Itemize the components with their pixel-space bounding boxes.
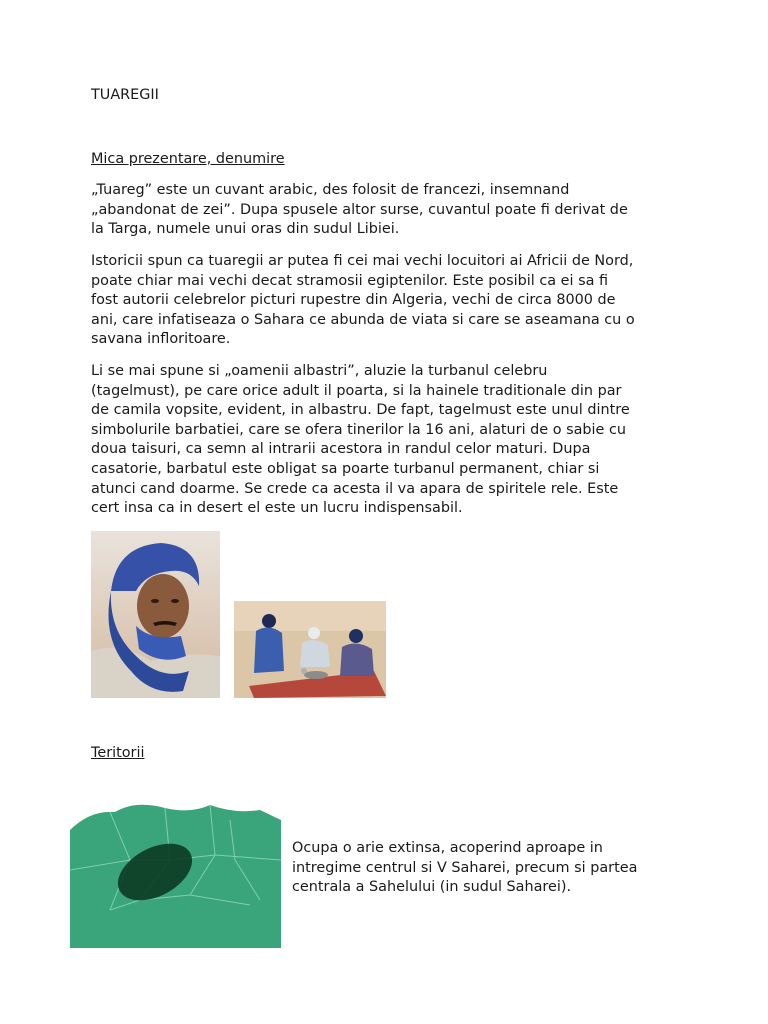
section-heading-presentation: Mica prezentare, denumire [91,151,285,167]
paragraph-history: Istoricii spun ca tuaregii ar putea fi cei mai vechi locuitori ai Africii de Nord, poate chiar mai vechi decat stramosii egiptenilor. Este posibil ca ei sa fi fost autorii celebrelor picturi rupestre din Algeria, vechi de circa 8000 de ani, care infatiseaza o Sahara ce abunda de viata si care se aseamana cu o savana infloritoare. [91,253,635,348]
section-heading-territory: Teritorii [91,745,145,761]
tuareg-group-photo [234,601,386,698]
paragraph-blue-people: Li se mai spune si „oamenii albastri”, aluzie la turbanul celebru (tagelmust), pe care orice adult il poarta, si la hainele traditionale din par de camila vopsite, evident, in albastru. De fapt, tagelmust este unul dintre simbolurile barbatiei, care se ofera tinerilor la 16 ani, alaturi de o sabie cu doua taisuri, ca semn al intrarii acestora in randul celor maturi. Dupa casatorie, barbatul este obligat sa poarte turbanul permanent, chiar si atunci cand doarme. Se crede ca acesta il va apara de spiritele rele. Este cert insa ca in desert el este un lucru indispensabil. [91,363,630,517]
paragraph-territory: Ocupa o arie extinsa, acoperind aproape in intregime centrul si V Saharei, precum si partea centrala a Sahelului (in sudul Saharei). [292,840,638,896]
paragraph-name-origin: „Tuareg” este un cuvant arabic, des folosit de francezi, insemnand „abandonat de zei”. Dupa spusele altor surse, cuvantul poate fi derivat de la Targa, numele unui oras din sudul Libiei. [91,182,628,238]
document-title: TUAREGII [91,87,159,103]
tuareg-portrait-photo [91,531,220,698]
sahara-territory-map [70,800,281,948]
